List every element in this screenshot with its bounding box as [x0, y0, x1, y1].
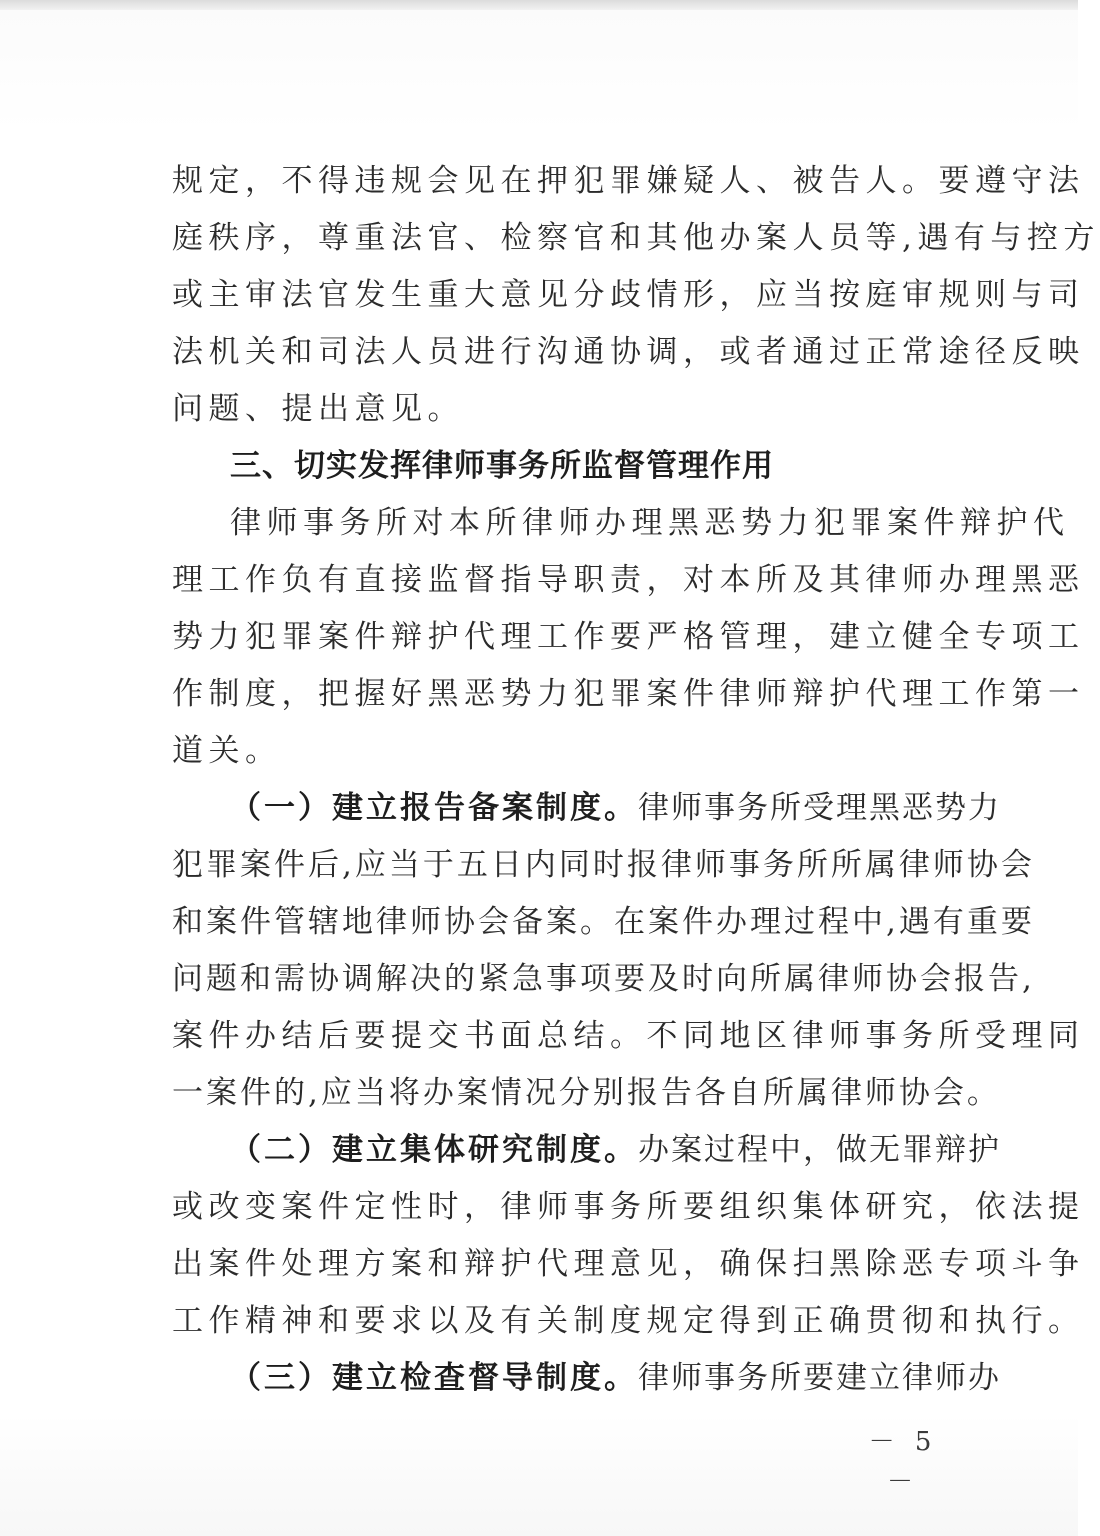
body-line: 规定，不得违规会见在押犯罪嫌疑人、被告人。要遵守法 [172, 163, 1085, 199]
body-line: 理工作负有直接监督指导职责，对本所及其律师办理黑恶 [172, 562, 1085, 598]
page-number: － 5 － [868, 1427, 938, 1497]
item-text: 律师事务所要建立律师办 [638, 1360, 1001, 1396]
body-line: 和案件管辖地律师协会备案。在案件办理过程中,遇有重要 [172, 904, 1035, 940]
body-line: 法机关和司法人员进行沟通协调，或者通过正常途径反映 [172, 334, 1085, 370]
document-page [0, 10, 1100, 1536]
body-line: 一案件的,应当将办案情况分别报告各自所属律师协会。 [172, 1075, 1001, 1111]
scan-top-edge [0, 0, 1078, 10]
body-line: 或主审法官发生重大意见分歧情形，应当按庭审规则与司 [172, 277, 1085, 313]
item-text: 办案过程中，做无罪辩护 [638, 1132, 1001, 1168]
body-line: 工作精神和要求以及有关制度规定得到正确贯彻和执行。 [172, 1303, 1085, 1339]
body-line: 犯罪案件后,应当于五日内同时报律师事务所所属律师协会 [172, 847, 1035, 883]
body-line: 庭秩序，尊重法官、检察官和其他办案人员等,遇有与控方 [172, 220, 1100, 256]
body-line: 出案件处理方案和辩护代理意见，确保扫黑除恶专项斗争 [172, 1246, 1085, 1282]
item-first-line [230, 1349, 1001, 1407]
item-first-line [230, 779, 1001, 837]
body-line: 律师事务所对本所律师办理黑恶势力犯罪案件辩护代 [230, 505, 1070, 541]
item-text: 律师事务所受理黑恶势力 [638, 790, 1001, 826]
item-title: （二）建立集体研究制度。 [230, 1132, 638, 1168]
item-first-line [230, 1121, 1001, 1179]
body-line: 案件办结后要提交书面总结。不同地区律师事务所受理同 [172, 1018, 1085, 1054]
body-line: 道关。 [172, 733, 282, 769]
body-line: 作制度，把握好黑恶势力犯罪案件律师辩护代理工作第一 [172, 676, 1085, 712]
body-line: 问题和需协调解决的紧急事项要及时向所属律师协会报告, [172, 961, 1035, 997]
item-title: （三）建立检查督导制度。 [230, 1360, 638, 1396]
body-line: 或改变案件定性时，律师事务所要组织集体研究，依法提 [172, 1189, 1085, 1225]
item-title: （一）建立报告备案制度。 [230, 790, 638, 826]
body-line: 势力犯罪案件辩护代理工作要严格管理，建立健全专项工 [172, 619, 1085, 655]
section-heading: 三、切实发挥律师事务所监督管理作用 [230, 448, 774, 484]
body-line: 问题、提出意见。 [172, 391, 464, 427]
